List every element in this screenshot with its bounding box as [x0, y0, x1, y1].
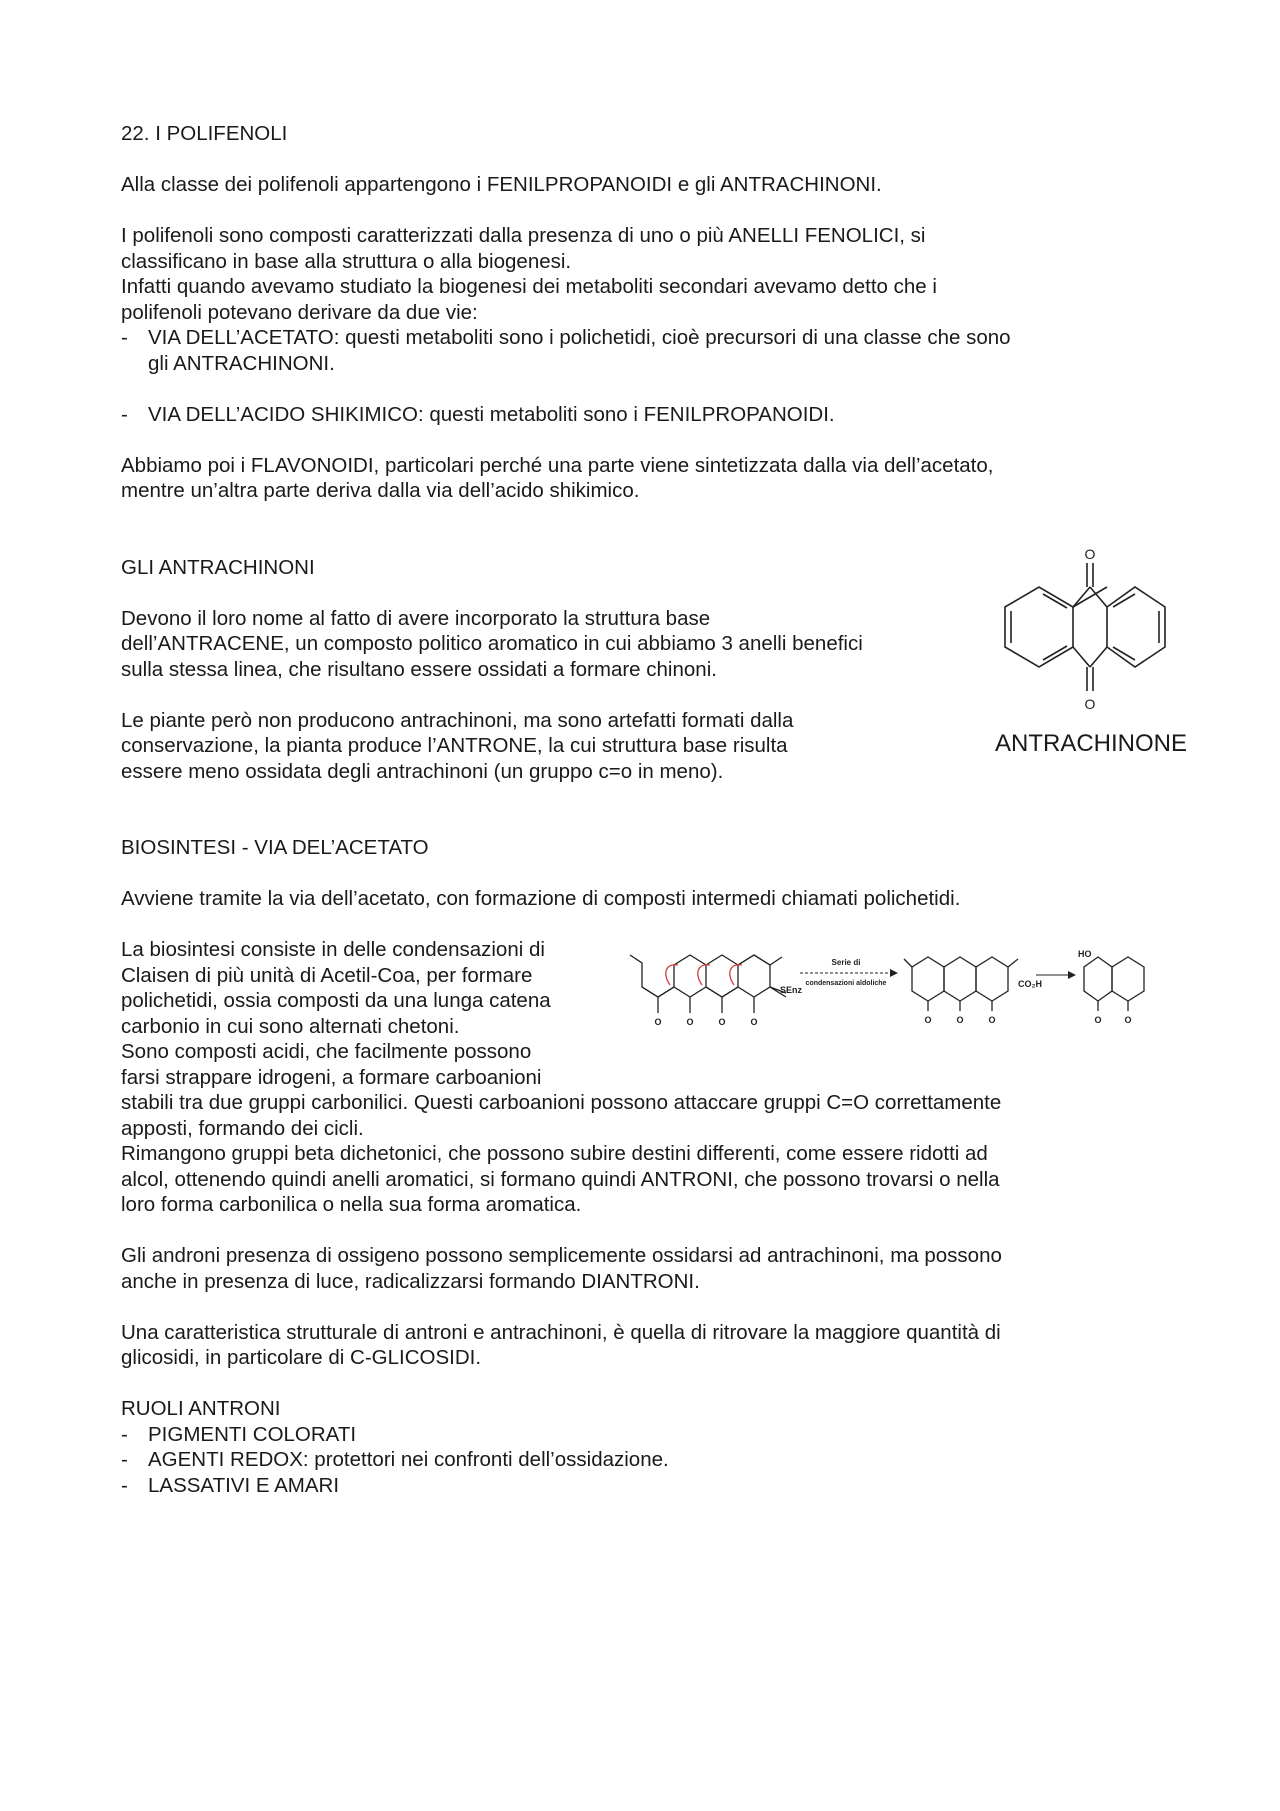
- intro-paragraph: Alla classe dei polifenoli appartengono i FENILPROPANOIDI e gli ANTRACHINONI.: [121, 173, 882, 196]
- biosintesi-text-column: [121, 937, 626, 1090]
- text-line: Devono il loro nome al fatto di avere incorporato la struttura base: [121, 606, 711, 630]
- oxygen-label: O: [956, 1015, 964, 1025]
- text-line: polifenoli potevano derivare da due vie:: [121, 300, 478, 324]
- polyketide-scheme: [622, 945, 1152, 1035]
- oxygen-label: O: [924, 1015, 932, 1025]
- text-line: conservazione, la pianta produce l’ANTRONE, la cui struttura base risulta: [121, 734, 788, 757]
- biosintesi-paragraph-1: Avviene tramite la via dell’acetato, con formazione di composti intermedi chiamati polichetidi.: [121, 887, 961, 910]
- text-line: La biosintesi consiste in delle condensazioni di: [121, 938, 545, 961]
- antrachinoni-paragraph-1: [121, 606, 989, 683]
- list-item: [121, 402, 1160, 428]
- antrachinoni-text: [121, 555, 989, 785]
- text-line: apposti, formando dei cicli.: [121, 1116, 364, 1140]
- text-line: Sono composti acidi, che facilmente possono: [121, 1040, 532, 1063]
- anthraquinone-figure: [995, 546, 1188, 760]
- text-line: - VIA DELL’ACETATO: questi metaboliti sono i polichetidi, cioè precursori di una classe che sono: [148, 326, 1011, 349]
- list-item: [121, 325, 1160, 376]
- section-heading: BIOSINTESI - VIA DEL’ACETATO: [121, 836, 429, 859]
- text-line: polichetidi, ossia composti da una lunga catena: [121, 989, 551, 1012]
- biosintesi-paragraph-4: [121, 1320, 1160, 1371]
- arrow-label: Serie di: [831, 958, 861, 967]
- biosintesi-paragraph-2: [121, 937, 1160, 1218]
- arrow-label: condensazioni aldoliche: [805, 980, 887, 987]
- text-line: sulla stessa linea, che risultano essere ossidati a formare chinoni.: [121, 657, 717, 681]
- oxygen-label: O: [1094, 1015, 1102, 1025]
- text-line: Una caratteristica strutturale di antroni e antrachinoni, è quella di ritrovare la maggiore quantità di: [121, 1320, 1001, 1344]
- oxygen-label: O: [718, 1017, 726, 1027]
- biosynthesis-scheme: [622, 945, 1152, 1042]
- text-line: - VIA DELL’ACIDO SHIKIMICO: questi metaboliti sono i FENILPROPANOIDI.: [148, 402, 835, 426]
- oxygen-label: O: [654, 1017, 662, 1027]
- flavonoidi-paragraph: [121, 453, 1160, 504]
- text-line: dell’ANTRACENE, un composto politico aromatico in cui abbiamo 3 anelli benefici: [121, 632, 863, 655]
- figure-caption: ANTRACHINONE: [995, 730, 1188, 757]
- anthraquinone-structure: [995, 547, 1175, 717]
- ruoli-list: [121, 1422, 1160, 1499]
- oxygen-label: O: [1084, 546, 1096, 562]
- biosintesi-paragraph-3: [121, 1243, 1160, 1294]
- antrachinoni-section: [121, 546, 1188, 785]
- co2h-label: CO₂H: [1018, 979, 1042, 989]
- text-line: mentre un’altra parte deriva dalla via dell’acido shikimico.: [121, 479, 640, 502]
- text-line: Gli androni presenza di ossigeno possono semplicemente ossidarsi ad antrachinoni, ma possono: [121, 1244, 1002, 1267]
- definition-paragraph: [121, 223, 1160, 325]
- senz-label: SEnz: [780, 985, 803, 995]
- oxygen-label: O: [1124, 1015, 1132, 1025]
- list-item: - PIGMENTI COLORATI: [121, 1422, 1160, 1448]
- antrachinoni-paragraph-2: [121, 708, 989, 785]
- text-line: gli ANTRACHINONI.: [148, 351, 335, 375]
- section-heading: GLI ANTRACHINONI: [121, 555, 315, 579]
- oxygen-label: O: [1084, 695, 1096, 712]
- text-line: Rimangono gruppi beta dichetonici, che possono subire destini differenti, come essere ridotti ad: [121, 1142, 988, 1165]
- text-line: Abbiamo poi i FLAVONOIDI, particolari perché una parte viene sintetizzata dalla via dell’acetato,: [121, 453, 994, 477]
- text-line: anche in presenza di luce, radicalizzarsi formando DIANTRONI.: [121, 1269, 700, 1293]
- section-heading: RUOLI ANTRONI: [121, 1397, 281, 1420]
- oxygen-label: O: [686, 1017, 694, 1027]
- vie-list: [121, 325, 1160, 427]
- ho-label: HO: [1078, 949, 1092, 959]
- text-line: classificano in base alla struttura o alla biogenesi.: [121, 249, 572, 273]
- list-item: - AGENTI REDOX: protettori nei confronti dell’ossidazione.: [121, 1447, 1160, 1473]
- page-title: 22. I POLIFENOLI: [121, 122, 288, 145]
- text-line: farsi strappare idrogeni, a formare carboanioni: [121, 1065, 542, 1089]
- text-line: stabili tra due gruppi carbonilici. Questi carboanioni possono attaccare gruppi C=O correttamente: [121, 1091, 1002, 1114]
- text-line: alcol, ottenendo quindi anelli aromatici, si formano quindi ANTRONI, che possono trovarsi o nella: [121, 1167, 1000, 1191]
- text-line: essere meno ossidata degli antrachinoni (un gruppo c=o in meno).: [121, 759, 724, 783]
- biosintesi-row: [121, 937, 1160, 1090]
- text-line: I polifenoli sono composti caratterizzati dalla presenza di uno o più ANELLI FENOLICI, si: [121, 224, 926, 247]
- text-line: Claisen di più unità di Acetil-Coa, per formare: [121, 963, 533, 987]
- text-line: loro forma carbonilica o nella sua forma aromatica.: [121, 1193, 582, 1216]
- text-line: Infatti quando avevamo studiato la biogenesi dei metaboliti secondari avevamo detto che i: [121, 275, 937, 298]
- text-line: Le piante però non producono antrachinoni, ma sono artefatti formati dalla: [121, 708, 794, 732]
- list-item: - LASSATIVI E AMARI: [121, 1473, 1160, 1499]
- oxygen-label: O: [750, 1017, 758, 1027]
- oxygen-label: O: [988, 1015, 996, 1025]
- text-line: glicosidi, in particolare di C-GLICOSIDI.: [121, 1346, 482, 1369]
- text-line: carbonio in cui sono alternati chetoni.: [121, 1014, 460, 1038]
